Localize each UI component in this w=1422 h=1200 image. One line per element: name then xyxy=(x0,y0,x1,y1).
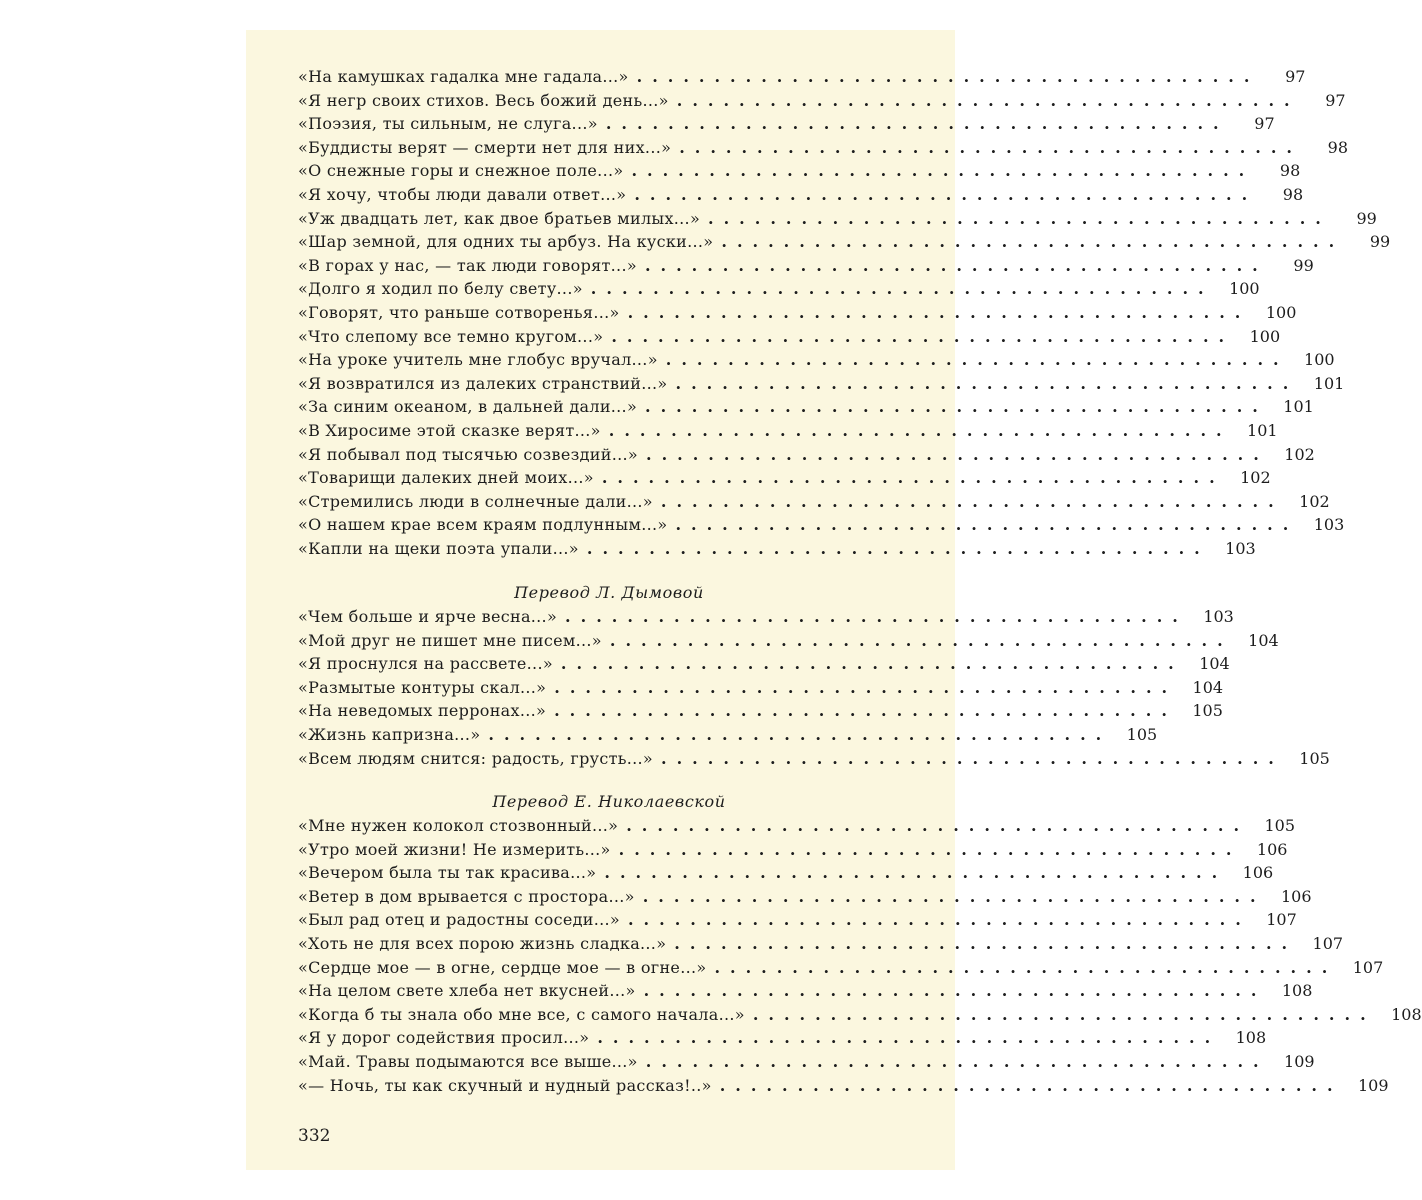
entry-title: «Хоть не для всех порою жизнь сладка...» xyxy=(298,933,667,953)
entry-title: «Я у дорог содействия просил...» xyxy=(298,1028,590,1048)
entry-title: «Размытые контуры скал...» xyxy=(298,677,547,697)
dot-leader: ........................................ xyxy=(565,607,1188,626)
entry-page: 103 xyxy=(1203,607,1234,626)
dot-leader: ........................................ xyxy=(708,208,1331,228)
toc-entry xyxy=(298,89,1346,113)
toc-entry xyxy=(298,443,1315,467)
entry-title: «Ветер в дом врывается с простора...» xyxy=(298,886,635,906)
dot-leader: ........................................ xyxy=(719,1075,1343,1095)
toc-entry xyxy=(298,723,1158,747)
toc-entry xyxy=(298,1003,1422,1027)
dot-leader: ........................................ xyxy=(626,816,1250,835)
entry-title: «Я проснулся на рассвете...» xyxy=(298,654,553,674)
toc-entry xyxy=(298,932,1344,956)
entry-page: 104 xyxy=(1192,677,1224,697)
page-number: 332 xyxy=(298,1126,331,1146)
entry-title: «На целом свете хлеба нет вкусней...» xyxy=(298,981,636,1001)
entry-title: «Чем больше и ярче весна...» xyxy=(298,607,558,626)
toc-entry xyxy=(298,1050,1315,1074)
entry-title: «Утро моей жизни! Не измерить...» xyxy=(298,839,611,859)
entry-title: «Мне нужен колокол стозвонный...» xyxy=(298,816,619,835)
entry-page: 101 xyxy=(1283,397,1314,417)
entry-page: 99 xyxy=(1369,232,1391,252)
entry-page: 99 xyxy=(1356,208,1377,228)
entry-page: 101 xyxy=(1247,420,1278,440)
toc-entry xyxy=(298,395,1314,419)
dot-leader: ........................................ xyxy=(609,630,1233,650)
entry-title: «Говорят, что раньше сотворенья...» xyxy=(298,302,620,322)
dot-leader: ........................................ xyxy=(631,161,1255,181)
dot-leader: ........................................ xyxy=(560,654,1184,674)
dot-leader: ........................................ xyxy=(645,1051,1269,1071)
entry-title: «Я возвратился из далеких странствий...» xyxy=(298,373,668,393)
entry-title: «В горах у нас, — так люди говорят...» xyxy=(298,255,637,275)
entry-title: «Я хочу, чтобы люди давали ответ...» xyxy=(298,184,627,204)
dot-leader: ........................................ xyxy=(554,677,1178,697)
dot-leader: ........................................ xyxy=(488,724,1112,744)
dot-leader: ........................................ xyxy=(604,863,1228,883)
entry-title: «На неведомых перронах...» xyxy=(298,701,547,721)
entry-title: «Май. Травы подымаются все выше...» xyxy=(298,1051,638,1071)
dot-leader: ........................................ xyxy=(675,515,1299,535)
dot-leader: ........................................ xyxy=(642,886,1266,906)
toc-entry xyxy=(298,885,1312,909)
entry-title: «Когда б ты знала обо мне все, с самого начала...» xyxy=(298,1004,745,1024)
toc-entry xyxy=(298,814,1296,838)
entry-page: 102 xyxy=(1240,468,1271,488)
entry-title: «За синим океаном, в дальней дали...» xyxy=(298,397,638,417)
section-heading: Перевод Л. Дымовой xyxy=(514,583,704,602)
toc-block-2 xyxy=(298,605,1330,770)
entry-title: «На камушках гадалка мне гадала...» xyxy=(298,67,629,86)
toc-entry xyxy=(298,956,1384,980)
toc-entry xyxy=(298,136,1348,160)
toc-entry xyxy=(298,838,1288,862)
toc-entry xyxy=(298,325,1281,349)
entry-title: «Мой друг не пишет мне писем...» xyxy=(298,630,602,650)
dot-leader: ........................................ xyxy=(721,232,1345,252)
toc-entry xyxy=(298,277,1260,301)
entry-title: «Что слепому все темно кругом...» xyxy=(298,326,604,346)
toc-entry xyxy=(298,629,1279,653)
entry-title: «Шар земной, для одних ты арбуз. На куски...» xyxy=(298,232,714,252)
dot-leader: ........................................ xyxy=(644,255,1268,275)
entry-page: 98 xyxy=(1279,161,1301,181)
dot-leader: ........................................ xyxy=(586,538,1210,558)
toc-entry xyxy=(298,230,1391,254)
dot-leader: ........................................ xyxy=(675,373,1299,393)
entry-title: «— Ночь, ты как скучный и нудный рассказ!..» xyxy=(298,1075,712,1095)
toc-entry xyxy=(298,112,1275,136)
toc-entry xyxy=(298,861,1274,885)
entry-page: 109 xyxy=(1284,1051,1315,1071)
toc-entry xyxy=(298,348,1335,372)
entry-page: 107 xyxy=(1352,957,1384,977)
entry-page: 100 xyxy=(1304,350,1335,370)
dot-leader: ........................................ xyxy=(597,1028,1221,1048)
toc-entry xyxy=(298,159,1301,183)
entry-page: 103 xyxy=(1313,515,1345,535)
toc-entry xyxy=(298,490,1330,514)
toc-entry xyxy=(298,747,1330,771)
entry-page: 101 xyxy=(1313,373,1345,393)
entry-page: 106 xyxy=(1242,863,1274,883)
dot-leader: ........................................ xyxy=(643,981,1267,1001)
entry-page: 100 xyxy=(1265,302,1297,322)
entry-page: 102 xyxy=(1299,491,1330,511)
dot-leader: ........................................ xyxy=(601,468,1225,488)
entry-page: 105 xyxy=(1126,724,1158,744)
entry-title: «Уж двадцать лет, как двое братьев милых...» xyxy=(298,208,701,228)
dot-leader: ........................................ xyxy=(611,326,1235,346)
entry-title: «Стремились люди в солнечные дали...» xyxy=(298,491,653,511)
toc-block-3 xyxy=(298,814,1422,1097)
dot-leader: ........................................ xyxy=(636,67,1260,86)
entry-title: «Я негр своих стихов. Весь божий день...» xyxy=(298,90,669,110)
entry-title: «Всем людям снится: радость, грусть...» xyxy=(298,748,654,768)
entry-page: 98 xyxy=(1282,184,1304,204)
entry-page: 109 xyxy=(1357,1075,1389,1095)
entry-title: «Вечером была ты так красива...» xyxy=(298,863,597,883)
toc-entry xyxy=(298,301,1297,325)
toc-entry xyxy=(298,605,1234,629)
toc-entry xyxy=(298,1074,1389,1098)
toc-entry xyxy=(298,65,1306,89)
toc-entry xyxy=(298,513,1345,537)
entry-page: 100 xyxy=(1229,279,1260,299)
entry-title: «Был рад отец и радостны соседи...» xyxy=(298,910,620,930)
entry-page: 102 xyxy=(1284,444,1315,464)
entry-title: «Капли на щеки поэта упали...» xyxy=(298,538,579,558)
entry-page: 97 xyxy=(1325,90,1346,110)
entry-title: «Товарищи далеких дней моих...» xyxy=(298,468,594,488)
entry-title: «В Хиросиме этой сказке верят...» xyxy=(298,420,601,440)
toc-entry xyxy=(298,466,1271,490)
toc-entry xyxy=(298,1026,1267,1050)
entry-page: 105 xyxy=(1299,748,1330,768)
entry-page: 104 xyxy=(1199,654,1230,674)
dot-leader: ........................................ xyxy=(618,839,1242,859)
dot-leader: ........................................ xyxy=(714,957,1338,977)
dot-leader: ........................................ xyxy=(554,701,1177,721)
toc-entry xyxy=(298,183,1304,207)
entry-page: 105 xyxy=(1264,816,1296,835)
dot-leader: ........................................ xyxy=(608,420,1232,440)
toc-entry xyxy=(298,979,1313,1003)
dot-leader: ........................................ xyxy=(679,137,1302,157)
dot-leader: ........................................ xyxy=(590,279,1214,299)
entry-page: 97 xyxy=(1254,114,1275,134)
toc-entry xyxy=(298,207,1377,231)
entry-title: «О нашем крае всем краям подлунным...» xyxy=(298,515,668,535)
entry-title: «Жизнь капризна...» xyxy=(298,724,481,744)
dot-leader: ........................................ xyxy=(645,397,1268,417)
dot-leader: ........................................ xyxy=(660,491,1284,511)
dot-leader: ........................................ xyxy=(646,444,1269,464)
entry-page: 108 xyxy=(1235,1028,1267,1048)
entry-title: «Я побывал под тысячью созвездий...» xyxy=(298,444,638,464)
toc-entry xyxy=(298,676,1224,700)
entry-title: «О снежные горы и снежное поле...» xyxy=(298,161,624,181)
dot-leader: ........................................ xyxy=(674,933,1298,953)
entry-title: «Долго я ходил по белу свету...» xyxy=(298,279,583,299)
toc-entry xyxy=(298,254,1314,278)
dot-leader: ........................................ xyxy=(752,1004,1376,1024)
entry-page: 107 xyxy=(1266,910,1297,930)
toc-entry xyxy=(298,699,1223,723)
entry-page: 98 xyxy=(1327,137,1348,157)
dot-leader: ........................................ xyxy=(634,184,1258,204)
toc-entry xyxy=(298,537,1256,561)
toc-entry xyxy=(298,652,1230,676)
entry-page: 105 xyxy=(1192,701,1223,721)
entry-page: 106 xyxy=(1281,886,1312,906)
entry-title: «Буддисты верят — смерти нет для них...» xyxy=(298,137,672,157)
entry-page: 107 xyxy=(1312,933,1344,953)
entry-title: «Поэзия, ты сильным, не слуга...» xyxy=(298,114,598,134)
entry-title: «Сердце мое — в огне, сердце мое — в огне...» xyxy=(298,957,707,977)
entry-page: 103 xyxy=(1225,538,1256,558)
toc-block-1 xyxy=(298,65,1391,560)
toc-entry xyxy=(298,419,1278,443)
dot-leader: ........................................ xyxy=(627,910,1251,930)
entry-page: 106 xyxy=(1256,839,1288,859)
dot-leader: ........................................ xyxy=(627,302,1251,322)
entry-page: 104 xyxy=(1248,630,1279,650)
entry-page: 99 xyxy=(1293,255,1314,275)
entry-page: 97 xyxy=(1285,67,1306,86)
dot-leader: ........................................ xyxy=(676,90,1300,110)
entry-page: 108 xyxy=(1281,981,1313,1001)
dot-leader: ........................................ xyxy=(665,350,1289,370)
toc-entry xyxy=(298,908,1297,932)
dot-leader: ........................................ xyxy=(661,748,1284,768)
section-heading: Перевод Е. Николаевской xyxy=(492,792,726,811)
entry-page: 108 xyxy=(1391,1004,1422,1024)
entry-title: «На уроке учитель мне глобус вручал...» xyxy=(298,350,658,370)
entry-page: 100 xyxy=(1249,326,1281,346)
toc-entry xyxy=(298,372,1345,396)
dot-leader: ........................................ xyxy=(605,114,1229,134)
